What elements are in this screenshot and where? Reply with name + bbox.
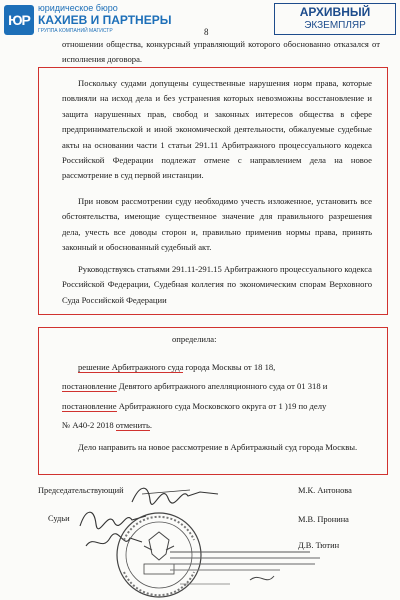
- ruling-line-3-rest: Арбитражного суда Московского округа от 1 )19 по делу: [116, 401, 327, 411]
- page-number: 8: [204, 27, 209, 37]
- archive-stamp-line2: ЭКЗЕМПЛЯР: [304, 20, 366, 31]
- signatory-name-1: М.К. Антонова: [298, 486, 352, 495]
- ruling-line-4-end: .: [149, 420, 153, 430]
- cancel-word: отменить: [115, 420, 150, 430]
- ruling-line-4: [62, 418, 372, 433]
- logo-company-name: КАХИЕВ И ПАРТНЕРЫ: [38, 13, 172, 27]
- chair-label: Председательствующий: [38, 486, 124, 495]
- ruling-line-2: [62, 379, 372, 394]
- judges-label: Судьи: [48, 514, 70, 523]
- archive-stamp-line1: АРХИВНЫЙ: [299, 5, 371, 19]
- reasoning-paragraph-2: При новом рассмотрении суду необходимо учесть изложенное, установить все обстоятельства, имеющие существенное значение для правильного разрешения дела, учесть все доводы сторон и, правильно применив нормы права, принять законный и обоснованный судебный акт.: [62, 196, 372, 253]
- cassation-resolution-ref: постановление: [62, 401, 117, 411]
- company-logo: [4, 3, 172, 39]
- ruling-line-2-rest: Девятого арбитражного апелляционного суда от 01 318 и: [116, 381, 328, 391]
- intro-paragraph: [62, 37, 380, 68]
- ruling-heading: определила:: [172, 334, 217, 344]
- intro-paragraph-text: отношении общества, конкурсный управляющий которого обоснованно отказался от исполнения договора.: [62, 39, 380, 65]
- ruling-line-3: [62, 399, 372, 414]
- case-number: № А40-2 2018: [62, 420, 116, 430]
- archive-stamp: [274, 3, 396, 35]
- logo-group-name: ГРУППА КОМПАНИЙ МАГИСТР: [38, 28, 113, 34]
- ruling-paragraph-2: Дело направить на новое рассмотрение в Арбитражный суд города Москвы.: [78, 442, 358, 452]
- logo-tagline: юридическое бюро: [38, 3, 118, 13]
- logo-mark-icon: ЮР: [4, 5, 34, 35]
- certification-stamp-icon: [170, 548, 340, 588]
- signatory-name-3: Д.В. Тютин: [298, 541, 340, 550]
- ruling-line-1-rest: города Москвы от 18 18,: [183, 362, 276, 372]
- decision-court-ref: решение Арбитражного суда: [78, 362, 184, 372]
- reasoning-paragraph-1: Поскольку судами допущены существенные нарушения норм права, которые повлияли на исход дела и без устранения которых невозможны восстановление и защита нарушенных прав, свобод и законных интересов общества в сфере предпринимательской и иной экономической деятельности, обжалуемые судебные акты на основании части 1 статьи 291.11 Арбитражного процессуального кодекса Российской Федерации подлежат отмене с направлением дела на новое рассмотрение в суд первой инстанции.: [62, 78, 372, 181]
- reasoning-paragraph-3: Руководствуясь статьями 291.11-291.15 Арбитражного процессуального кодекса Российской Федерации, Судебная коллегия по экономическим спорам Верховного Суда Российской Федерации: [62, 264, 372, 305]
- ruling-line-1: [78, 360, 372, 375]
- appeal-resolution-ref: постановление: [62, 381, 117, 391]
- signatory-name-2: М.В. Пронина: [298, 515, 349, 524]
